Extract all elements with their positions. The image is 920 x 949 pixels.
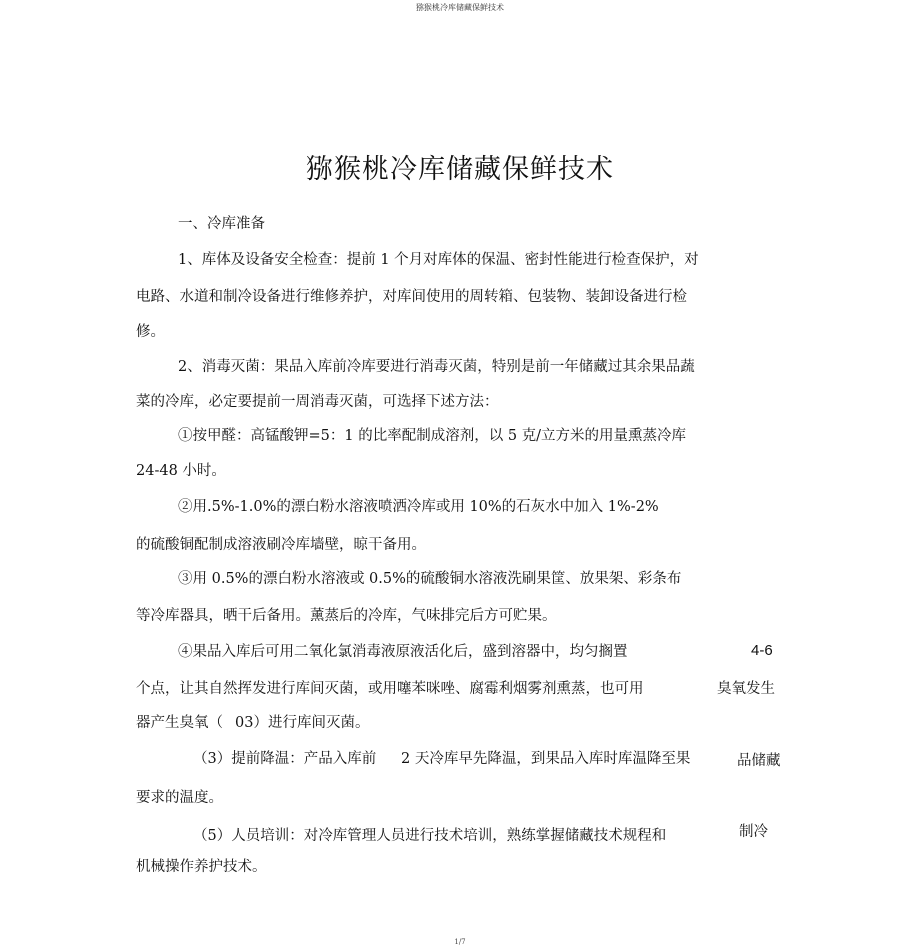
paragraph-line: 修。 [136,324,165,340]
paragraph-line: 的硫酸铜配制成溶液刷冷库墙壁，晾干备用。 [136,537,426,553]
page-title: 猕猴桃冷库储藏保鲜技术 [306,154,614,185]
paragraph-line-fragment: 4-6 [751,642,773,659]
page-number: 1/7 [454,938,466,946]
paragraph-line-fragment: 臭氧发生 [717,681,775,697]
running-header: 猕猴桃冷库储藏保鲜技术 [416,3,504,12]
paragraph-line: ①按甲醛：高锰酸钾=5：1 的比率配制成溶剂，以 5 克/立方米的用量熏蒸冷库 [178,428,687,444]
paragraph-line-fragment: 03）进行库间灭菌。 [235,715,370,731]
paragraph-line: （3）提前降温：产品入库前 [193,751,377,767]
paragraph-line: 2、消毒灭菌：果品入库前冷库要进行消毒灭菌，特别是前一年储藏过其余果品蔬 [178,359,695,375]
paragraph-line: 个点，让其自然挥发进行库间灭菌，或用噻苯咪唑、腐霉利烟雾剂熏蒸，也可用 [136,681,644,697]
section-heading: 一、冷库准备 [178,216,265,232]
paragraph-line: ④果品入库后可用二氧化氯消毒液原液活化后，盛到溶器中，均匀搁置 [178,644,628,660]
paragraph-line: 机械操作养护技术。 [136,859,267,875]
paragraph-line: 1、库体及设备安全检查：提前 1 个月对库体的保温、密封性能进行检查保护，对 [178,252,699,268]
paragraph-line: 等冷库器具，晒干后备用。薰蒸后的冷库，气味排完后方可贮果。 [136,608,557,624]
paragraph-line: ②用.5%-1.0%的漂白粉水溶液喷洒冷库或用 10%的石灰水中加入 1%-2% [178,499,659,515]
paragraph-line: 电路、水道和制冷设备进行维修养护，对库间使用的周转箱、包装物、装卸设备进行检 [136,289,687,305]
paragraph-line-fragment: 制冷 [739,824,768,840]
paragraph-line: 器产生臭氧（ [136,715,223,731]
paragraph-line: 要求的温度。 [136,790,223,806]
paragraph-line: 24-48 小时。 [136,463,226,479]
paragraph-line: 菜的冷库，必定要提前一周消毒灭菌，可选择下述方法： [136,394,499,410]
paragraph-line: （5）人员培训：对冷库管理人员进行技术培训，熟练掌握储藏技术规程和 [193,828,667,844]
paragraph-line: ③用 0.5%的漂白粉水溶液或 0.5%的硫酸铜水溶液洗刷果筐、放果架、彩条布 [178,571,682,587]
paragraph-line-fragment: 2 天冷库早先降温，到果品入库时库温降至果 [401,751,691,767]
paragraph-line-fragment: 品储藏 [737,753,781,769]
